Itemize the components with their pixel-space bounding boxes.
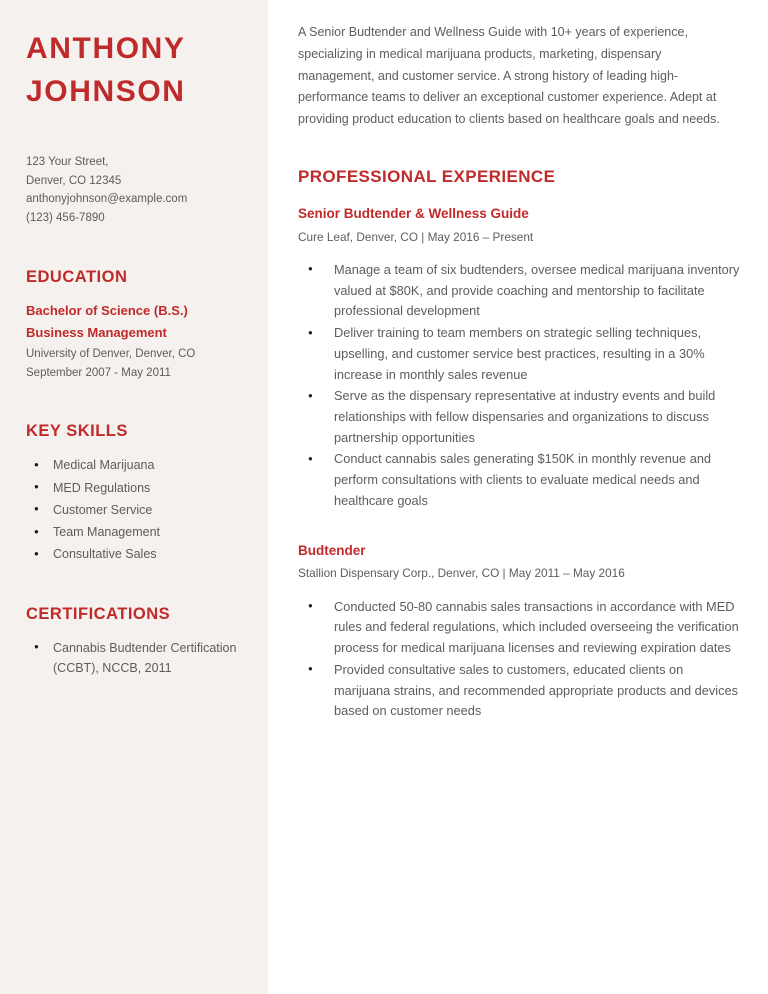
job-title: Senior Budtender & Wellness Guide [298,205,529,221]
list-item: ● Manage a team of six budtenders, oversee medical marijuana inventory valued at $80K, and provide coaching and mentorship to facilitate professional development [298,260,740,322]
job-bullet-list [298,597,740,722]
job-meta: Cure Leaf, Denver, CO | May 2016 – Present [298,229,534,244]
education-heading: EDUCATION [26,267,128,286]
list-item: ● Cannabis Budtender Certification (CCBT), NCCB, 2011 [26,638,242,679]
list-item: ● Consultative Sales [26,544,242,564]
certifications-heading: CERTIFICATIONS [26,604,171,623]
contact-street: 123 Your Street, [26,156,109,169]
list-item: ● Conducted 50-80 cannabis sales transactions in accordance with MED rules and federal regulations, which included overseeing the verification process for medical marijuana licenses and reviewing expiration dates [298,597,740,659]
education-school: University of Denver, Denver, CO [26,348,196,361]
sidebar [0,0,268,994]
education-degree-line-2: Business Management [26,324,167,340]
candidate-name [26,28,242,113]
key-skills-list [26,455,242,564]
list-item: ● MED Regulations [26,478,242,498]
professional-experience-heading: PROFESSIONAL EXPERIENCE [298,166,556,186]
list-item: ● Team Management [26,522,242,542]
job-meta: Stallion Dispensary Corp., Denver, CO | May 2011 – May 2016 [298,566,625,581]
certifications-list [26,638,242,679]
main-column [268,0,768,994]
job-bullet-list [298,260,740,512]
list-item: ● Medical Marijuana [26,455,242,475]
list-item: ● Deliver training to team members on strategic selling techniques, upselling, and customer service best practices, resulting in a 30% increase in monthly sales revenue [298,323,740,385]
job-title: Budtender [298,542,366,558]
professional-summary: A Senior Budtender and Wellness Guide with 10+ years of experience, specializing in medical marijuana products, marketing, dispensary management, and customer service. A strong history of leading high-performance teams to deliver an exceptional customer experience. Adept at providing product education to clients based on healthcare goals and needs. [298,25,720,126]
list-item: ● Customer Service [26,500,242,520]
key-skills-heading: KEY SKILLS [26,422,128,441]
contact-city-state-zip: Denver, CO 12345 [26,174,122,187]
list-item: ● Provided consultative sales to customers, educated clients on marijuana strains, and recommended appropriate products and devices based on customer needs [298,660,740,722]
first-name: ANTHONY [26,32,186,65]
last-name: JOHNSON [26,74,186,108]
education-entry [26,301,242,383]
list-item: ● Conduct cannabis sales generating $150K in monthly revenue and perform consultations with clients to evaluate medical needs and healthcare goals [298,449,740,511]
experience-entry-2 [298,542,740,722]
contact-info [26,153,242,228]
contact-email[interactable]: anthonyjohnson@example.com [26,193,188,206]
education-degree-line-1: Bachelor of Science (B.S.) [26,302,188,318]
experience-entry-1 [298,205,740,512]
contact-phone[interactable]: (123) 456-7890 [26,212,105,225]
list-item: ● Serve as the dispensary representative at industry events and build relationships with fellow dispensaries and organizations to discuss partnership opportunities [298,386,740,448]
education-dates: September 2007 - May 2011 [26,366,171,379]
